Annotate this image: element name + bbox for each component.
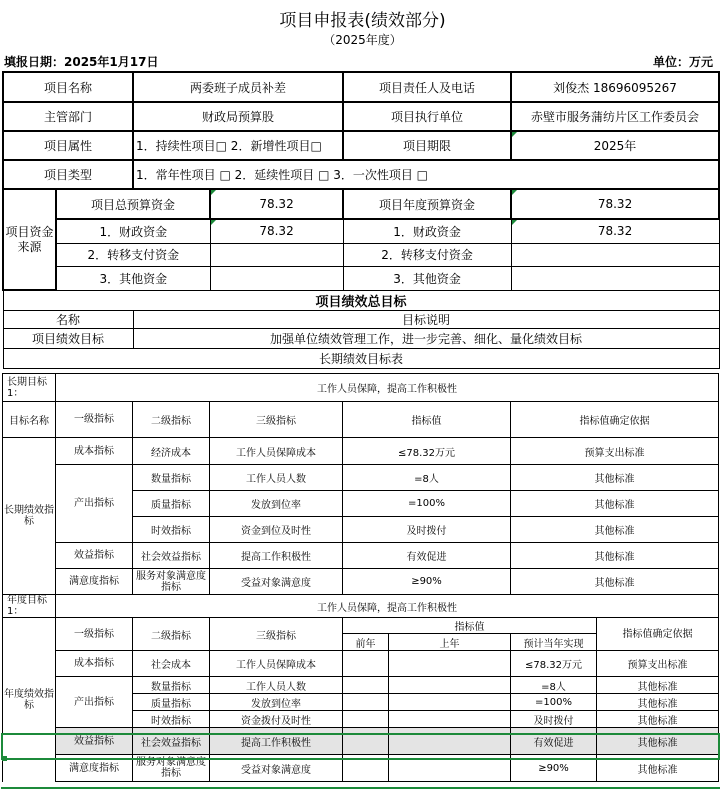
unit-label: 单位：万元 <box>652 55 713 69</box>
annual-prev1-cell[interactable] <box>389 728 511 755</box>
long-output-label: 产出指标 <box>56 465 133 543</box>
long-value-cell[interactable]: 有效促进 <box>343 543 511 569</box>
annual-expected-cell[interactable]: =8人 <box>511 677 597 694</box>
owner-cell[interactable]: 刘俊杰 18696095267 <box>511 72 719 102</box>
total-budget-cell[interactable]: 78.32 <box>210 189 343 219</box>
annual-prev2-cell[interactable] <box>343 755 389 782</box>
long-term-heading: 长期绩效目标表 <box>3 349 719 369</box>
period-cell[interactable]: 2025年 <box>511 131 719 160</box>
annual-cost-label: 成本指标 <box>56 651 133 677</box>
name-col-header: 名称 <box>3 311 133 329</box>
annual-goal-cell[interactable]: 工作人员保障，提高工作积极性 <box>56 595 719 618</box>
annual-prev1-cell[interactable] <box>389 694 511 711</box>
long-l2-cell[interactable]: 服务对象满意度指标 <box>133 569 210 595</box>
annual-basis-cell[interactable]: 其他标准 <box>597 711 719 728</box>
long-l3-cell[interactable]: 工作人员人数 <box>210 465 343 491</box>
long-l3-cell[interactable]: 受益对象满意度 <box>210 569 343 595</box>
overall-goal-cell[interactable]: 加强单位绩效管理工作，进一步完善、细化、量化绩效目标 <box>133 329 719 349</box>
project-type-cell[interactable]: 1．常年性项目 □ 2．延续性项目 □ 3．一次性项目 □ <box>133 160 719 189</box>
annual-l3-cell[interactable]: 提高工作积极性 <box>210 728 343 755</box>
annual-col-value: 指标值 <box>343 618 597 634</box>
long-l3-cell[interactable]: 工作人员保障成本 <box>210 438 343 465</box>
long-l3-cell[interactable]: 发放到位率 <box>210 491 343 517</box>
annual-output-label: 产出指标 <box>56 677 133 728</box>
long-l2-cell[interactable]: 质量指标 <box>133 491 210 517</box>
annual-col-basis: 指标值确定依据 <box>597 618 719 651</box>
fill-handle[interactable] <box>2 756 7 761</box>
period-label: 项目期限 <box>343 131 511 160</box>
annual-col-prev2: 前年 <box>343 634 389 651</box>
transfer-fund-cell[interactable] <box>210 243 343 266</box>
annual-expected-cell[interactable]: =100% <box>511 694 597 711</box>
annual-goal-label: 年度目标1： <box>3 595 56 618</box>
long-basis-cell[interactable]: 其他标准 <box>511 465 719 491</box>
annual-l2-cell[interactable]: 数量指标 <box>133 677 210 694</box>
annual-prev2-cell[interactable] <box>343 694 389 711</box>
long-col-value: 指标值 <box>343 402 511 438</box>
annual-l3-cell[interactable]: 发放到位率 <box>210 694 343 711</box>
long-value-cell[interactable]: =8人 <box>343 465 511 491</box>
annual-l3-cell[interactable]: 工作人员保障成本 <box>210 651 343 677</box>
annual-expected-cell[interactable]: ≤78.32万元 <box>511 651 597 677</box>
project-name-label: 项目名称 <box>3 72 133 102</box>
long-cost-label: 成本指标 <box>56 438 133 465</box>
annual-l2-cell[interactable]: 服务对象满意度指标 <box>133 755 210 782</box>
other-fund-label: 3．其他资金 <box>56 266 210 290</box>
owner-label: 项目责任人及电话 <box>343 72 511 102</box>
long-value-cell[interactable]: ≥90% <box>343 569 511 595</box>
annual-l2-cell[interactable]: 社会成本 <box>133 651 210 677</box>
long-col-basis: 指标值确定依据 <box>511 402 719 438</box>
fiscal-annual-label: 1．财政资金 <box>343 219 511 243</box>
total-budget-label: 项目总预算资金 <box>56 189 210 219</box>
long-satisfaction-label: 满意度指标 <box>56 569 133 595</box>
annual-basis-cell[interactable]: 其他标准 <box>597 755 719 782</box>
long-goal-cell[interactable]: 工作人员保障，提高工作积极性 <box>56 374 719 402</box>
annual-group-label: 年度绩效指标 <box>3 618 56 782</box>
project-attr-label: 项目属性 <box>3 131 133 160</box>
long-l2-cell[interactable]: 经济成本 <box>133 438 210 465</box>
annual-basis-cell[interactable]: 其他标准 <box>597 694 719 711</box>
long-col-name: 目标名称 <box>3 402 56 438</box>
fill-date: 填报日期：2025年1月17日 <box>4 55 159 69</box>
project-type-label: 项目类型 <box>3 160 133 189</box>
fiscal-annual-cell[interactable]: 78.32 <box>511 219 719 243</box>
overall-goal-heading: 项目绩效总目标 <box>3 290 719 311</box>
annual-basis-cell[interactable]: 预算支出标准 <box>597 651 719 677</box>
annual-col-expected: 预计当年实现 <box>511 634 597 651</box>
long-basis-cell[interactable]: 预算支出标准 <box>511 438 719 465</box>
annual-col-l2: 二级指标 <box>133 618 210 651</box>
dept-cell[interactable]: 财政局预算股 <box>133 102 343 131</box>
annual-l3-cell[interactable]: 受益对象满意度 <box>210 755 343 782</box>
selection-bottom-line <box>1 787 720 789</box>
annual-prev1-cell[interactable] <box>389 711 511 728</box>
long-basis-cell[interactable]: 其他标准 <box>511 491 719 517</box>
annual-prev2-cell[interactable] <box>343 711 389 728</box>
exec-unit-label: 项目执行单位 <box>343 102 511 131</box>
annual-expected-cell[interactable]: 有效促进 <box>511 728 597 755</box>
long-goal-label: 长期目标1： <box>3 374 56 402</box>
long-value-cell[interactable]: 及时拨付 <box>343 517 511 543</box>
annual-prev2-cell[interactable] <box>343 728 389 755</box>
annual-prev2-cell[interactable] <box>343 677 389 694</box>
annual-prev1-cell[interactable] <box>389 677 511 694</box>
other-annual-label: 3．其他资金 <box>343 266 511 290</box>
long-basis-cell[interactable]: 其他标准 <box>511 517 719 543</box>
long-l3-cell[interactable]: 提高工作积极性 <box>210 543 343 569</box>
annual-l3-cell[interactable]: 资金拨付及时性 <box>210 711 343 728</box>
annual-basis-cell[interactable]: 其他标准 <box>597 677 719 694</box>
long-col-l1: 一级指标 <box>56 402 133 438</box>
long-l2-cell[interactable]: 社会效益指标 <box>133 543 210 569</box>
other-annual-cell[interactable] <box>511 266 719 290</box>
year-subtitle: （2025年度） <box>323 33 402 47</box>
annual-benefit-label: 效益指标 <box>56 728 133 755</box>
project-name-cell[interactable]: 两委班子成员补差 <box>133 72 343 102</box>
annual-basis-cell[interactable]: 其他标准 <box>597 728 719 755</box>
fiscal-fund-label: 1．财政资金 <box>56 219 210 243</box>
exec-unit-cell[interactable]: 赤壁市服务蒲纺片区工作委员会 <box>511 102 719 131</box>
long-l3-cell[interactable]: 资金到位及时性 <box>210 517 343 543</box>
long-group-label: 长期绩效指标 <box>3 438 56 595</box>
annual-prev1-cell[interactable] <box>389 651 511 677</box>
dept-label: 主管部门 <box>3 102 133 131</box>
annual-col-l3: 三级指标 <box>210 618 343 651</box>
long-benefit-label: 效益指标 <box>56 543 133 569</box>
annual-expected-cell[interactable]: 及时拨付 <box>511 711 597 728</box>
annual-expected-cell[interactable]: ≥90% <box>511 755 597 782</box>
fund-source-label: 项目资金来源 <box>3 189 56 290</box>
page-title: 项目申报表(绩效部分) <box>279 11 446 31</box>
transfer-annual-cell[interactable] <box>511 243 719 266</box>
annual-budget-label: 项目年度预算资金 <box>343 189 511 219</box>
annual-prev1-cell[interactable] <box>389 755 511 782</box>
overall-goal-label: 项目绩效目标 <box>3 329 133 349</box>
long-l2-cell[interactable]: 时效指标 <box>133 517 210 543</box>
annual-l3-cell[interactable]: 工作人员人数 <box>210 677 343 694</box>
fiscal-fund-cell[interactable]: 78.32 <box>210 219 343 243</box>
long-basis-cell[interactable]: 其他标准 <box>511 569 719 595</box>
annual-prev2-cell[interactable] <box>343 651 389 677</box>
annual-satisfaction-label: 满意度指标 <box>56 755 133 782</box>
transfer-fund-label: 2．转移支付资金 <box>56 243 210 266</box>
other-fund-cell[interactable] <box>210 266 343 290</box>
annual-col-l1: 一级指标 <box>56 618 133 651</box>
desc-col-header: 目标说明 <box>133 311 719 329</box>
long-l2-cell[interactable]: 数量指标 <box>133 465 210 491</box>
annual-l2-cell[interactable]: 时效指标 <box>133 711 210 728</box>
annual-budget-cell[interactable]: 78.32 <box>511 189 719 219</box>
transfer-annual-label: 2．转移支付资金 <box>343 243 511 266</box>
long-value-cell[interactable]: =100% <box>343 491 511 517</box>
annual-col-prev1: 上年 <box>389 634 511 651</box>
long-basis-cell[interactable]: 其他标准 <box>511 543 719 569</box>
project-attr-cell[interactable]: 1．持续性项目□ 2．新增性项目□ <box>133 131 343 160</box>
annual-l2-cell[interactable]: 社会效益指标 <box>133 728 210 755</box>
long-col-l2: 二级指标 <box>133 402 210 438</box>
annual-l2-cell[interactable]: 质量指标 <box>133 694 210 711</box>
long-value-cell[interactable]: ≤78.32万元 <box>343 438 511 465</box>
long-col-l3: 三级指标 <box>210 402 343 438</box>
